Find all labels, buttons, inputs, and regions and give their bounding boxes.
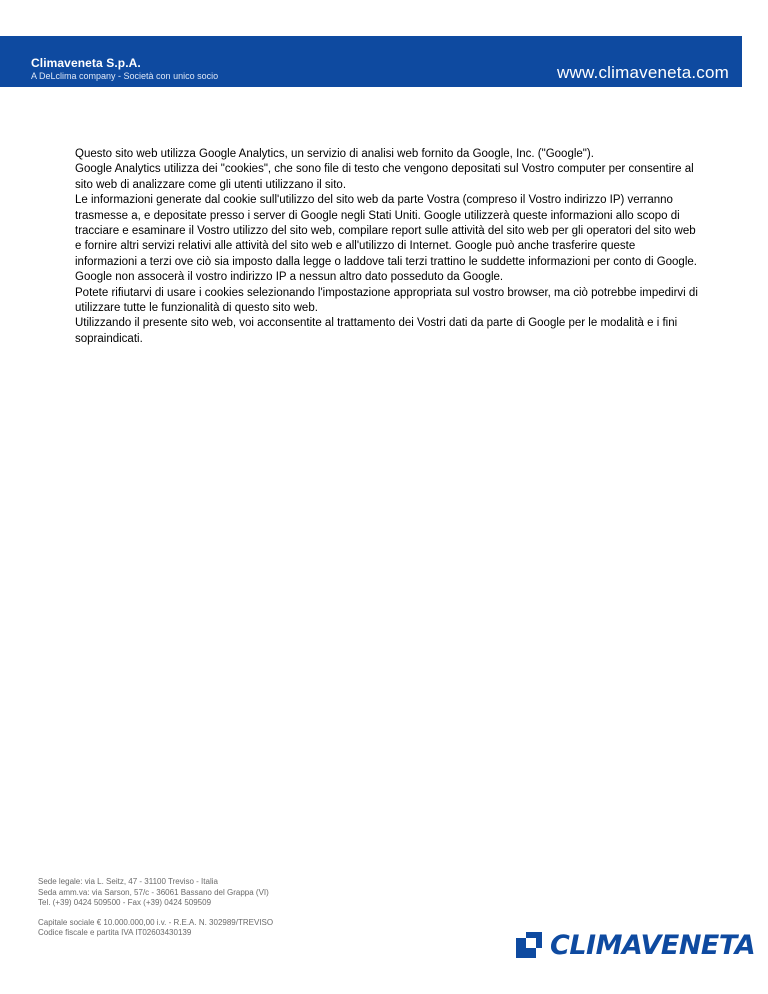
paragraph: Le informazioni generate dal cookie sull'utilizzo del sito web da parte Vostra (compreso il Vostro indirizzo IP) verranno trasmesse a, e depositate presso i server di Google negli Stati Uniti. Google utilizzerà queste informazioni allo scopo di tracciare e esaminare il Vostro utilizzo del sito web, compilare report sulle attività del sito web per gli operatori del sito web e fornire altri servizi relativi alle attività del sito web e all'utilizzo di Internet. Google può anche trasferire queste informazioni a terzi ove ciò sia imposto dalla legge o laddove tali terzi trattino le suddette informazioni per conto di Google. Google non assocerà il vostro indirizzo IP a nessun altro dato posseduto da Google.	[75, 194, 697, 284]
website-link[interactable]: www.climaveneta.com	[557, 63, 729, 82]
logo-mark-icon	[514, 928, 544, 960]
header-band	[0, 36, 742, 87]
paragraph: Potete rifiutarvi di usare i cookies selezionando l'impostazione appropriata sul vostro browser, ma ciò potrebbe impedirvi di utilizzare tutte le funzionalità di questo sito web.	[75, 286, 698, 315]
share-capital: Capitale sociale € 10.000.000,00 i.v. - R.E.A. N. 302989/TREVISO	[38, 917, 274, 927]
legal-address: Sede legale: via L. Seitz, 47 - 31100 Treviso - Italia	[38, 877, 218, 886]
footer-legal-info	[38, 877, 273, 939]
admin-address: Seda amm.va: via Sarson, 57/c - 36061 Bassano del Grappa (VI)	[38, 887, 269, 897]
tax-code: Codice fiscale e partita IVA IT02603430139	[38, 928, 192, 937]
paragraph: Utilizzando il presente sito web, voi acconsentite al trattamento dei Vostri dati da parte di Google per le modalità e i fini sopraindicati.	[75, 317, 678, 345]
climaveneta-logo	[514, 928, 756, 964]
logo-wordmark: CLIMAVENETA	[550, 930, 756, 961]
company-name: Climaveneta S.p.A.	[31, 56, 141, 70]
phone-fax: Tel. (+39) 0424 509500 - Fax (+39) 0424 509509	[38, 898, 212, 907]
paragraph: Questo sito web utilizza Google Analytics, un servizio di analisi web fornito da Google, Inc. ("Google").	[75, 148, 594, 160]
privacy-text	[75, 147, 700, 347]
company-subtitle: A DeLclima company - Società con unico socio	[31, 71, 219, 81]
paragraph: Google Analytics utilizza dei "cookies", che sono file di testo che vengono depositati sul Vostro computer per consentire al sito web di analizzare come gli utenti utilizzano il sito.	[75, 163, 694, 191]
